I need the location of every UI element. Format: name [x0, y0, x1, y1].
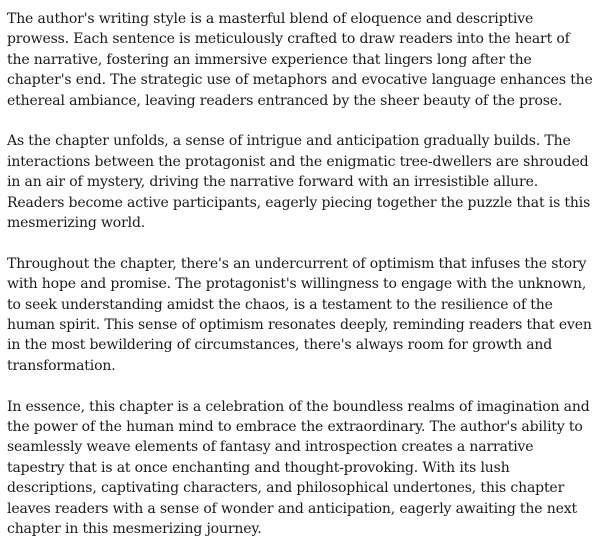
- paragraph-1: The author's writing style is a masterful blend of eloquence and descriptive prowess. Each sentence is meticulously crafted to draw readers into the heart of the narrative, fostering an immersive experience that lingers long after the chapter's end. The strategic use of metaphors and evocative language enhances the ethereal ambiance, leaving readers entranced by the sheer beauty of the prose.: [7, 11, 593, 109]
- paragraph-2: As the chapter unfolds, a sense of intrigue and anticipation gradually builds. The interactions between the protagonist and the enigmatic tree-dwellers are shrouded in an air of mystery, driving the narrative forward with an irresistible allure. Readers become active participants, eagerly piecing together the puzzle that is this mesmerizing world.: [7, 133, 591, 232]
- paragraph-4: In essence, this chapter is a celebration of the boundless realms of imagination and the power of the human mind to embrace the extraordinary. The author's ability to seamlessly weave elements of fantasy and introspection creates a narrative tapestry that is at once enchanting and thought-provoking. With its lush descriptions, captivating characters, and philosophical undertones, this chapter leaves readers with a sense of wonder and anticipation, eagerly awaiting the next chapter in this mesmerizing journey.: [7, 398, 590, 538]
- paragraph-3: Throughout the chapter, there's an undercurrent of optimism that infuses the story with hope and promise. The protagonist's willingness to engage with the unknown, to seek understanding amidst the chaos, is a testament to the resilience of the human spirit. This sense of optimism resonates deeply, reminding readers that even in the most bewildering of circumstances, there's always room for growth and transformation.: [7, 255, 592, 374]
